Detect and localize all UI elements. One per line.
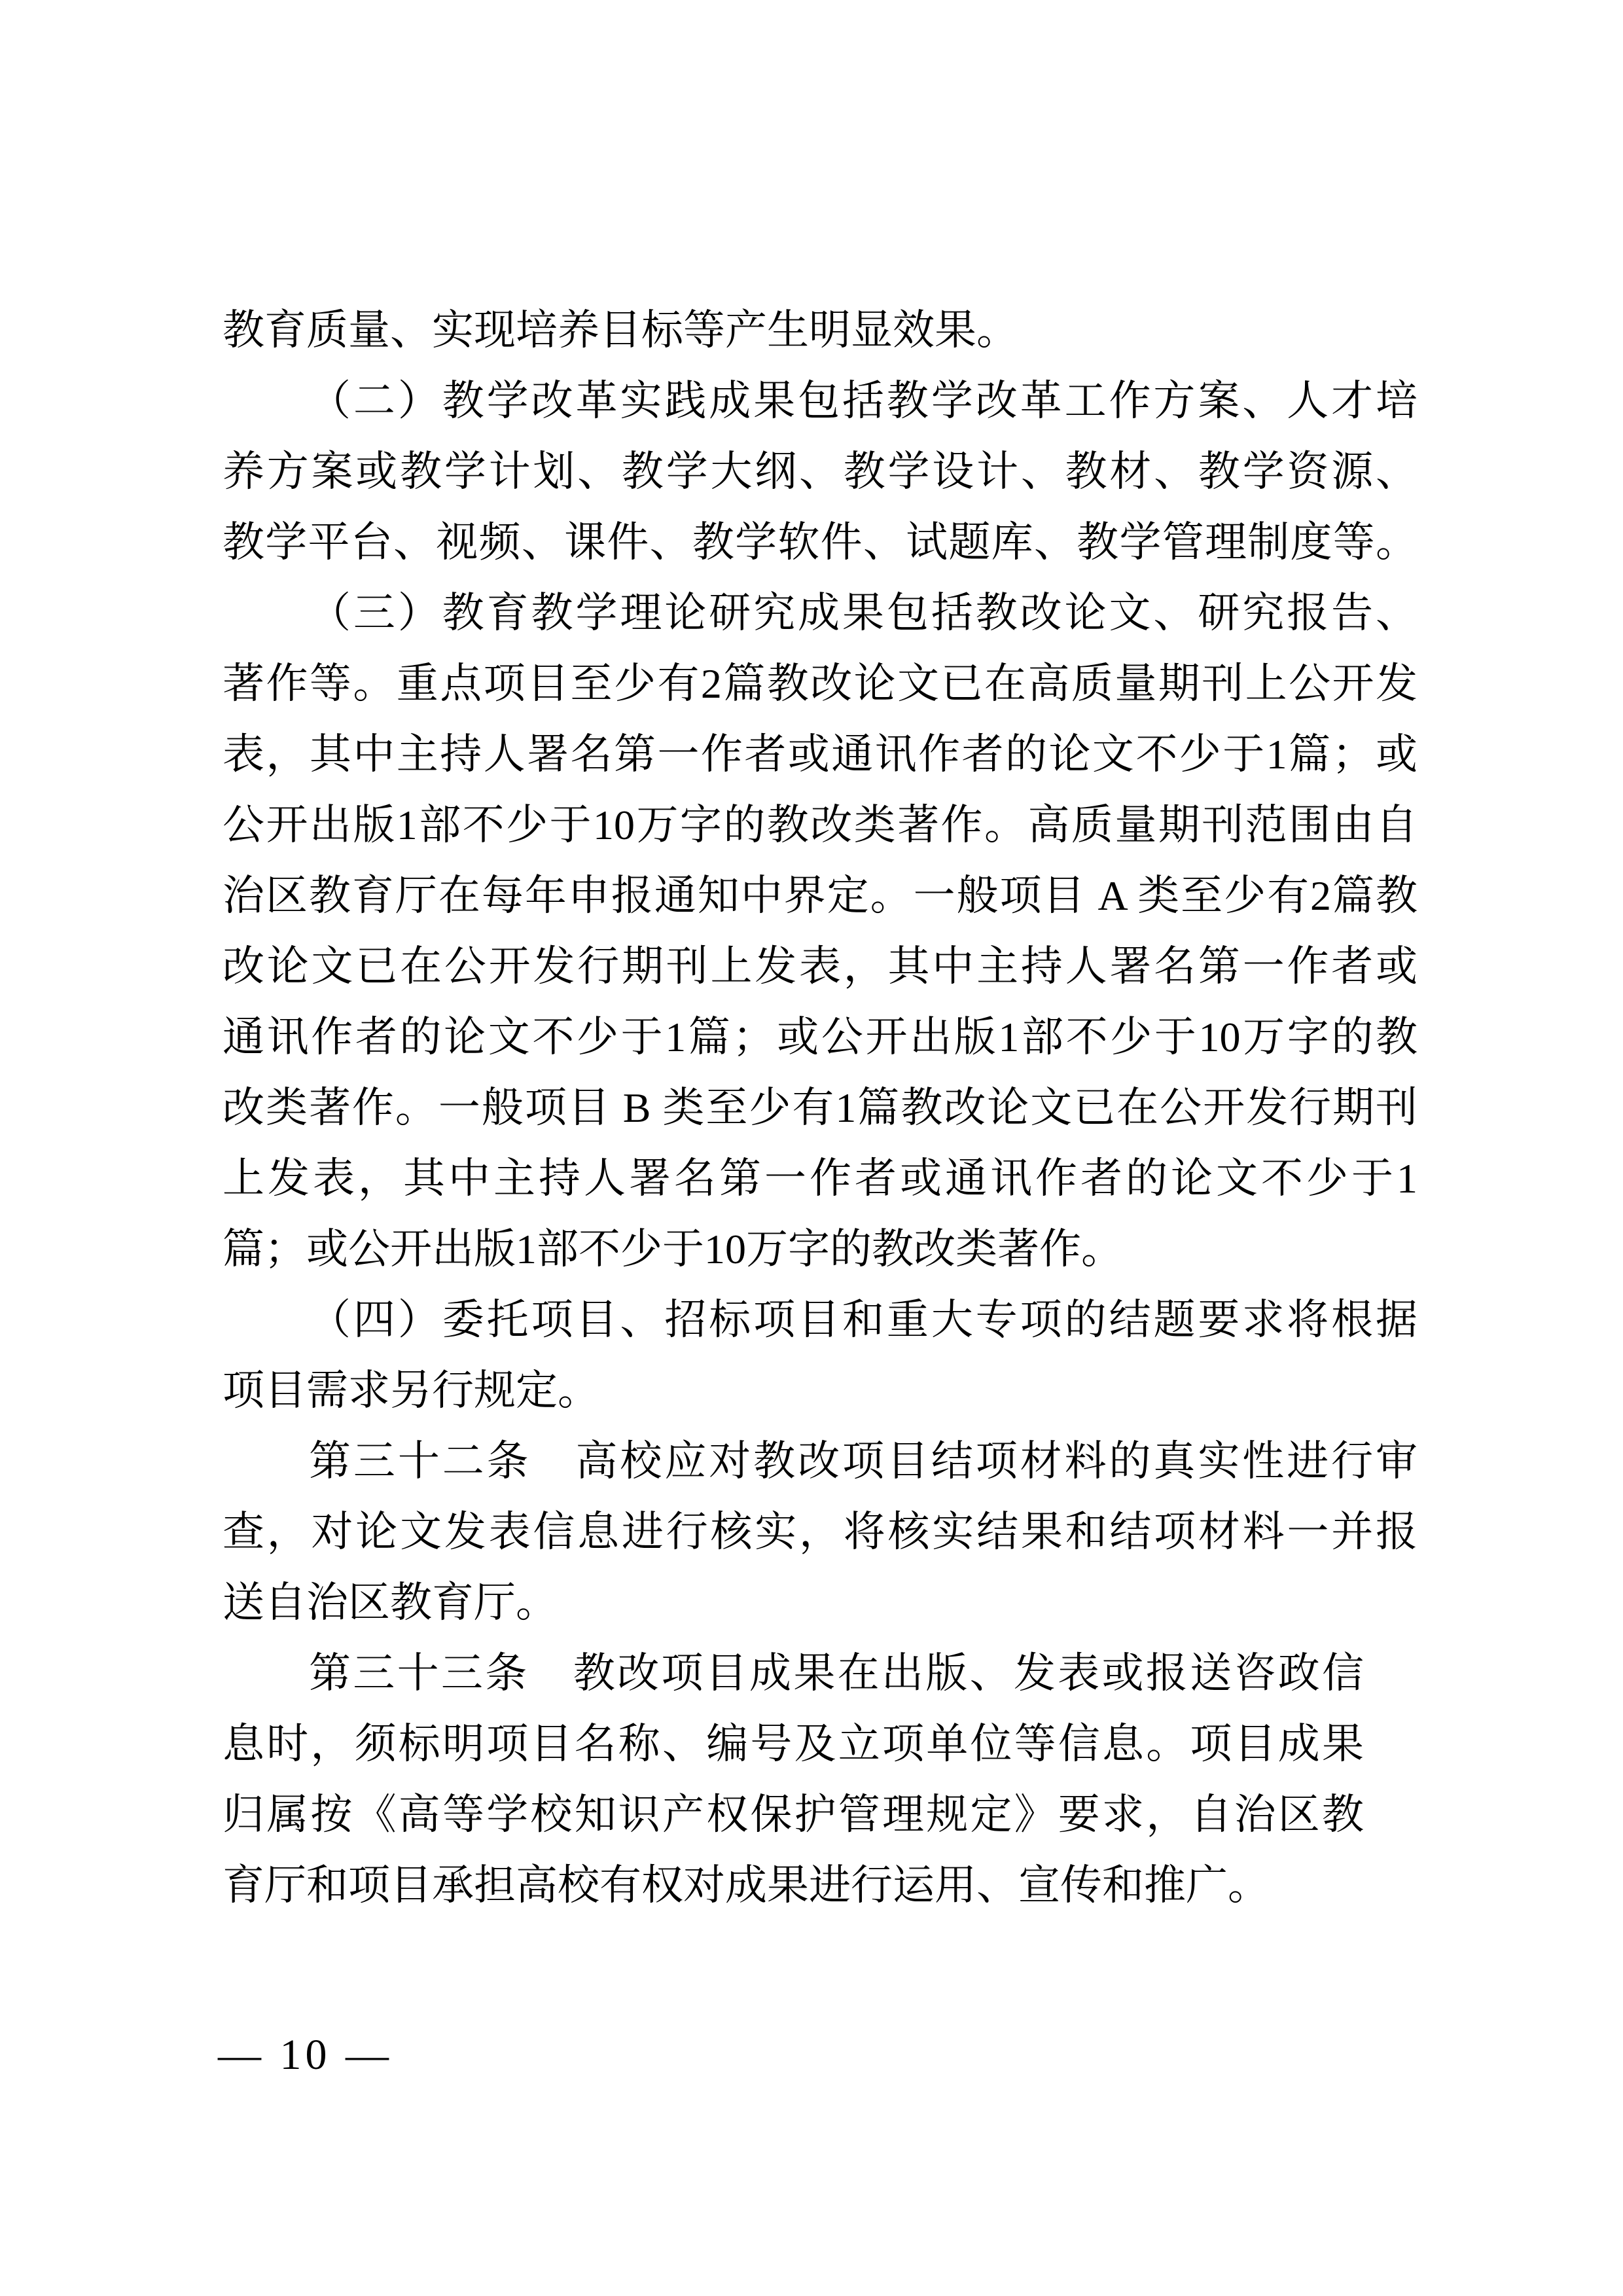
text-line: 公开出版1部不少于10万字的教改类著作。高质量期刊范围由自 bbox=[223, 802, 1418, 848]
text-line: 改类著作。一般项目 B 类至少有1篇教改论文已在公开发行期刊 bbox=[223, 1085, 1418, 1131]
text-line: 第三十二条 高校应对教改项目结项材料的真实性进行审 bbox=[309, 1438, 1418, 1484]
text-line: 归属按《高等学校知识产权保护管理规定》要求，自治区教 bbox=[223, 1791, 1364, 1838]
text-line: 表，其中主持人署名第一作者或通讯作者的论文不少于1篇；或 bbox=[223, 731, 1418, 778]
text-line: 息时，须标明项目名称、编号及立项单位等信息。项目成果 bbox=[223, 1721, 1364, 1767]
text-line: 送自治区教育厅。 bbox=[223, 1579, 558, 1626]
text-line: （二）教学改革实践成果包括教学改革工作方案、人才培 bbox=[309, 378, 1418, 424]
text-line: 上发表，其中主持人署名第一作者或通讯作者的论文不少于1 bbox=[223, 1155, 1418, 1202]
text-line: 教学平台、视频、课件、教学软件、试题库、教学管理制度等。 bbox=[223, 519, 1418, 565]
text-line: （三）教育教学理论研究成果包括教改论文、研究报告、 bbox=[309, 590, 1418, 636]
text-line: 教育质量、实现培养目标等产生明显效果。 bbox=[223, 307, 1018, 353]
page-footer bbox=[218, 2030, 393, 2081]
text-line: （四）委托项目、招标项目和重大专项的结题要求将根据 bbox=[309, 1297, 1418, 1343]
text-line: 改论文已在公开发行期刊上发表，其中主持人署名第一作者或 bbox=[223, 943, 1418, 990]
text-line: 育厅和项目承担高校有权对成果进行运用、宣传和推广。 bbox=[223, 1862, 1270, 1909]
page-number: — 10 — bbox=[218, 2031, 393, 2079]
body-text-block bbox=[223, 295, 1418, 1921]
text-line: 查，对论文发表信息进行核实，将核实结果和结项材料一并报 bbox=[223, 1509, 1418, 1555]
text-line: 篇；或公开出版1部不少于10万字的教改类著作。 bbox=[223, 1226, 1123, 1272]
text-line: 第三十三条 教改项目成果在出版、发表或报送咨政信 bbox=[309, 1650, 1364, 1696]
text-line: 项目需求另行规定。 bbox=[223, 1367, 599, 1414]
text-line: 通讯作者的论文不少于1篇；或公开出版1部不少于10万字的教 bbox=[223, 1014, 1418, 1060]
text-line: 养方案或教学计划、教学大纲、教学设计、教材、教学资源、 bbox=[223, 448, 1418, 495]
text-line: 著作等。重点项目至少有2篇教改论文已在高质量期刊上公开发 bbox=[223, 660, 1418, 707]
text-line: 治区教育厅在每年申报通知中界定。一般项目 A 类至少有2篇教 bbox=[223, 872, 1418, 919]
